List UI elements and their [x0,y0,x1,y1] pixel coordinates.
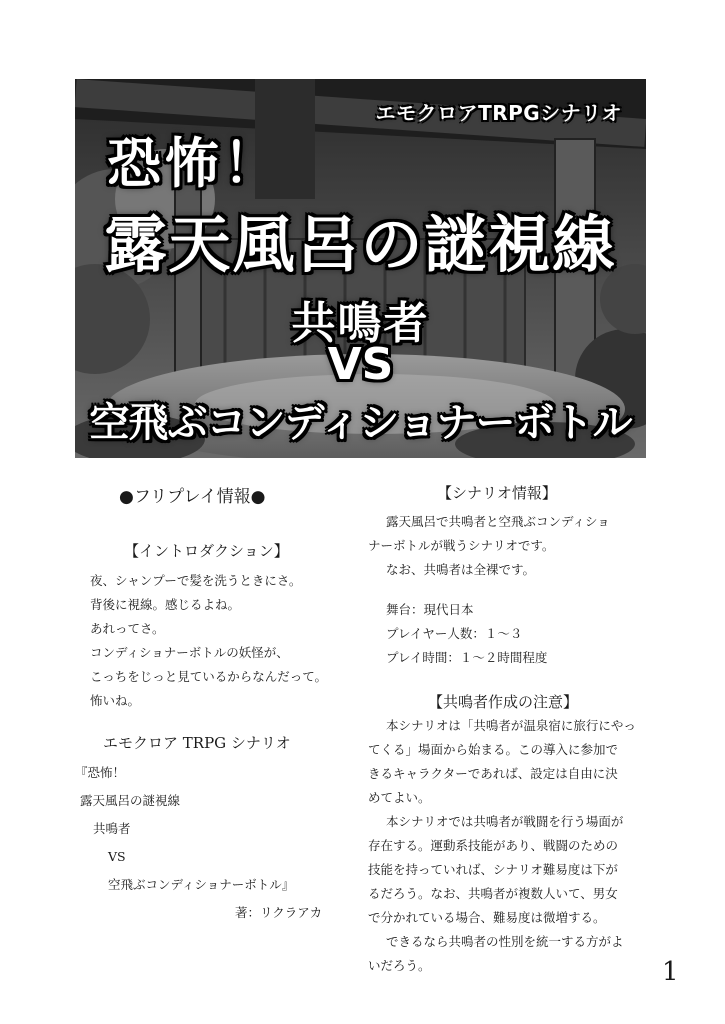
credit-title-line: 『恐怖！ [75,765,126,780]
play-time-info: プレイ時間：１～２時間程度 [386,650,548,665]
notes-line: てくる」場面から始まる。この導入に参加で [368,742,619,757]
scenario-info-text [368,510,610,582]
cover-title-line-4: VS [327,339,394,390]
scenario-details [386,598,547,670]
intro-line: こっちをじっと見ているからなんだって。 [90,669,328,684]
scenario-info-line: なお、共鳴者は全裸です。 [386,562,536,577]
free-play-heading: ●フリプレイ情報● [119,487,266,507]
cover-title-line-2: 露天風呂の謎視線 [104,208,617,281]
character-notes-text [368,714,636,978]
credit-heading: エモクロア TRPG シナリオ [103,734,291,752]
cover-title-line-3: 共鳴者 [291,298,430,349]
intro-line: コンディショナーボトルの妖怪が、 [90,645,289,660]
credit-title-line: 空飛ぶコンディショナーボトル』 [108,877,295,892]
notes-line: きるキャラクターであれば、設定は自由に決 [368,766,618,781]
notes-line: めてよい。 [368,790,431,805]
character-notes-heading: 【共鳴者作成の注意】 [428,693,579,711]
notes-line: 存在する。運動系技能があり、戦闘のための [368,838,619,853]
intro-heading: 【イントロダクション】 [124,542,289,560]
scenario-info-heading: 【シナリオ情報】 [437,484,557,502]
stage-info: 舞台：現代日本 [386,602,474,617]
page-number: 1 [662,957,679,987]
cover-title-line-1: 恐怖！ [107,132,281,195]
intro-text [90,569,327,713]
cover-title-line-5: 空飛ぶコンディショナーボトル [89,400,632,446]
notes-line: いだろう。 [368,958,431,973]
scenario-info-line: ナーボトルが戦うシナリオです。 [368,538,555,553]
cover-subtitle: エモクロアTRPGシナリオ [375,101,622,125]
intro-line: 夜、シャンプーで髪を洗うときにさ。 [90,573,302,588]
credit-title-line: VS [108,849,126,864]
intro-line: あれってさ。 [90,621,165,636]
notes-line: 技能を持っていれば、シナリオ難易度は下が [368,862,618,877]
notes-line: で分かれている場合、難易度は微増する。 [368,910,606,925]
notes-line: 本シナリオは「共鳴者が温泉宿に旅行にやっ [386,718,636,733]
author-credit: 著：リクラアカ [235,905,323,920]
intro-line: 怖いね。 [90,693,141,708]
notes-line: できるなら共鳴者の性別を統一する方がよ [386,934,624,949]
credit-title-line: 露天風呂の謎視線 [80,793,181,808]
player-count-info: プレイヤー人数：１～３ [386,626,523,641]
intro-line: 背後に視線。感じるよね。 [90,597,241,612]
cover-image [75,79,646,458]
scenario-info-line: 露天風呂で共鳴者と空飛ぶコンディショ [386,514,610,529]
notes-line: 本シナリオでは共鳴者が戦闘を行う場面が [386,814,624,829]
credit-title-line: 共鳴者 [93,821,131,836]
notes-line: るだろう。なお、共鳴者が複数人いて、男女 [368,886,618,901]
